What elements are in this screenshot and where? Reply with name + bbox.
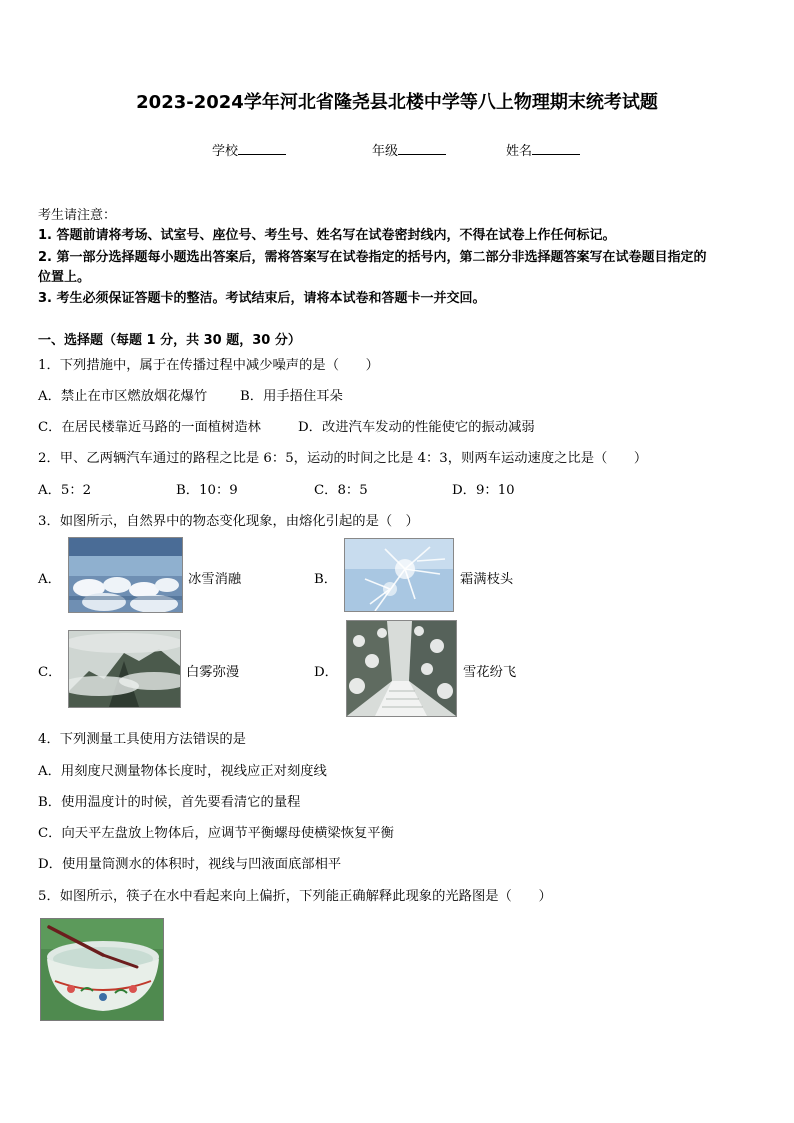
q1-option-b: B．用手捂住耳朵 — [240, 389, 343, 404]
name-blank — [532, 142, 580, 155]
q4-option-b: B．使用温度计的时候，首先要看清它的量程 — [38, 795, 301, 810]
q4-option-d: D．使用量筒测水的体积时，视线与凹液面底部相平 — [38, 857, 342, 872]
school-label: 学校 — [212, 144, 239, 159]
q3-option-a-caption: 冰雪消融 — [188, 572, 242, 587]
q2-option-c: C．8：5 — [314, 483, 368, 498]
snowfall-path-image — [346, 620, 457, 717]
q3-option-b-caption: 霜满枝头 — [460, 572, 514, 587]
ice-melting-image — [68, 537, 183, 613]
q4-option-c: C．向天平左盘放上物体后，应调节平衡螺母使横梁恢复平衡 — [38, 826, 394, 841]
page-title: 2023-2024学年河北省隆尧县北楼中学等八上物理期末统考试题 — [136, 92, 658, 113]
q1-option-c: C．在居民楼靠近马路的一面植树造林 — [38, 420, 261, 435]
grade-field — [372, 140, 446, 159]
section-heading: 一、选择题（每题 1 分，共 30 题，30 分） — [38, 333, 301, 348]
q5-stem: 5．如图所示，筷子在水中看起来向上偏折，下列能正确解释此现象的光路图是（ ） — [38, 889, 552, 904]
notice-heading: 考生请注意： — [38, 208, 117, 223]
frost-branches-image — [344, 538, 454, 612]
q3-option-d-label: D． — [314, 665, 338, 680]
q4-option-a: A．用刻度尺测量物体长度时，视线应正对刻度线 — [38, 764, 327, 779]
q3-option-b-label: B． — [314, 572, 338, 587]
q2-option-d: D．9：10 — [452, 483, 515, 498]
grade-blank — [398, 142, 446, 155]
notice-item-1: 1. 答题前请将考场、试室号、座位号、考生号、姓名写在试卷密封线内，不得在试卷上作任何标记。 — [38, 228, 616, 243]
notice-item-3: 3. 考生必须保证答题卡的整洁。考试结束后，请将本试卷和答题卡一并交回。 — [38, 291, 486, 306]
q1-stem: 1．下列措施中，属于在传播过程中减少噪声的是（ ） — [38, 358, 379, 373]
fog-mountain-image — [68, 630, 181, 708]
q2-option-a: A．5：2 — [38, 483, 92, 498]
notice-item-2: 2. 第一部分选择题每小题选出答案后，需将答案写在试卷指定的括号内，第二部分非选择题答案写在试卷题目指定的 — [38, 250, 707, 265]
q1-option-d: D．改进汽车发动的性能使它的振动减弱 — [298, 420, 535, 435]
q3-stem: 3．如图所示，自然界中的物态变化现象，由熔化引起的是（ ） — [38, 514, 419, 529]
q2-option-b: B．10：9 — [176, 483, 238, 498]
q3-option-c-label: C． — [38, 665, 62, 680]
grade-label: 年级 — [372, 144, 399, 159]
school-field — [212, 140, 286, 159]
q3-option-a-label: A． — [38, 572, 61, 587]
school-blank — [238, 142, 286, 155]
name-field — [506, 140, 580, 159]
q2-stem: 2．甲、乙两辆汽车通过的路程之比是 6：5，运动的时间之比是 4：3，则两车运动速度之比是（ ） — [38, 451, 648, 466]
q3-option-d-caption: 雪花纷飞 — [463, 665, 517, 680]
q4-stem: 4．下列测量工具使用方法错误的是 — [38, 732, 246, 747]
chopstick-bowl-image — [40, 918, 164, 1021]
q3-option-c-caption: 白雾弥漫 — [186, 665, 240, 680]
q1-option-a: A．禁止在市区燃放烟花爆竹 — [38, 389, 208, 404]
notice-item-2-cont: 位置上。 — [38, 270, 91, 285]
name-label: 姓名 — [506, 144, 533, 159]
